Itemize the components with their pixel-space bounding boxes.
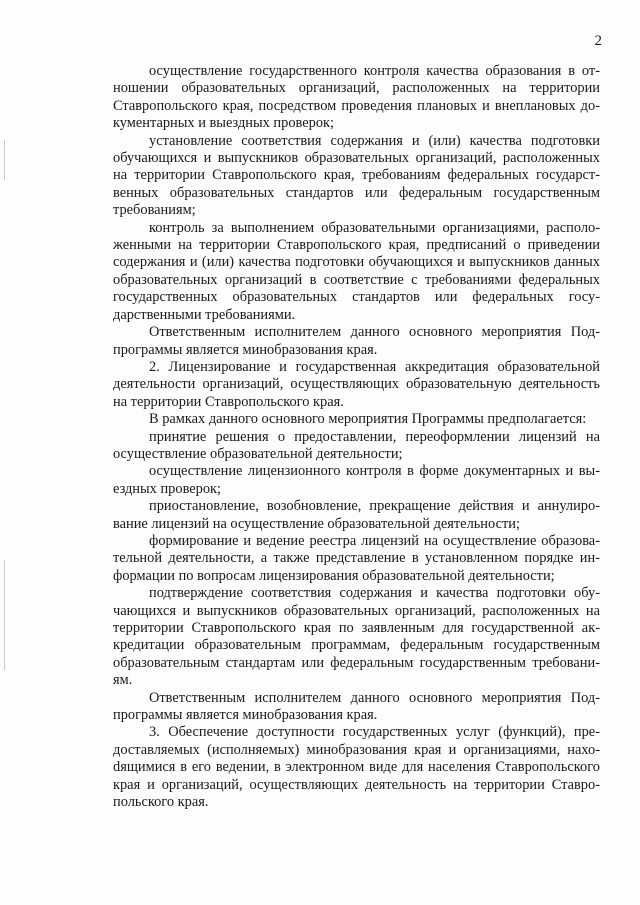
paragraph: осуществление лицензионного контроля в форме документарных и выездных проверок;	[113, 463, 600, 497]
paragraph: подтверждение соответствия содержания и качества подготовки обучающихся и выпускников образовательных организаций, расположенных на территории Ставропольского края по заявленным для государственной аккредитации образовательным программам, федеральным государственным образовательным стандартам или федеральным государственным требованиям.	[113, 585, 600, 689]
document-body	[113, 63, 600, 811]
paragraph: Ответственным исполнителем данного основного мероприятия Подпрограммы является минобразования края.	[113, 689, 600, 724]
scan-edge-mark	[4, 560, 5, 670]
page-number: 2	[594, 33, 602, 49]
paragraph: осуществление государственного контроля качества образования в отношении образовательных организаций, расположенных на территории Ставропольского края, посредством проведения плановых и внеплановых документарных и выездных проверок;	[113, 63, 600, 132]
paragraph: контроль за выполнением образовательными организациями, расположенными на территории Ставропольского края, предписаний о приведении содержания и (или) качества подготовки обучающихся и выпускников данных образовательных организаций в соответствие с требованиями федеральных государственных образовательных стандартов или федеральных государственными требованиями.	[113, 219, 600, 323]
paragraph: установление соответствия содержания и (или) качества подготовки обучающихся и выпускников образовательных организаций, расположенных на территории Ставропольского края, требованиям федеральных государственных образовательных стандартов или федеральным государственным требованиям;	[113, 132, 600, 219]
paragraph: 2. Лицензирование и государственная аккредитация образовательной деятельности организаций, осуществляющих образовательную деятельность на территории Ставропольского края.	[113, 358, 600, 410]
paragraph: приостановление, возобновление, прекращение действия и аннулирование лицензий на осуществление образовательной деятельности;	[113, 498, 600, 532]
paragraph: принятие решения о предоставлении, переоформлении лицензий на осуществление образовательной деятельности;	[113, 428, 600, 462]
paragraph: формирование и ведение реестра лицензий на осуществление образовательной деятельности, а также представление в установленном порядке информации по вопросам лицензирования образовательной деятельности;	[113, 532, 600, 584]
paragraph: 3. Обеспечение доступности государственных услуг (функций), предоставляемых (исполняемых) минобразования края и организациями, нахоdящимися в его ведении, в электронном виде для населения Ставропольского края и организаций, осуществляющих деятельность на территории Ставропольского края.	[113, 724, 600, 811]
scan-edge-mark	[4, 140, 5, 180]
paragraph: В рамках данного основного мероприятия Программы предполагается:	[149, 411, 587, 428]
paragraph: Ответственным исполнителем данного основного мероприятия Подпрограммы является минобразования края.	[113, 324, 600, 358]
